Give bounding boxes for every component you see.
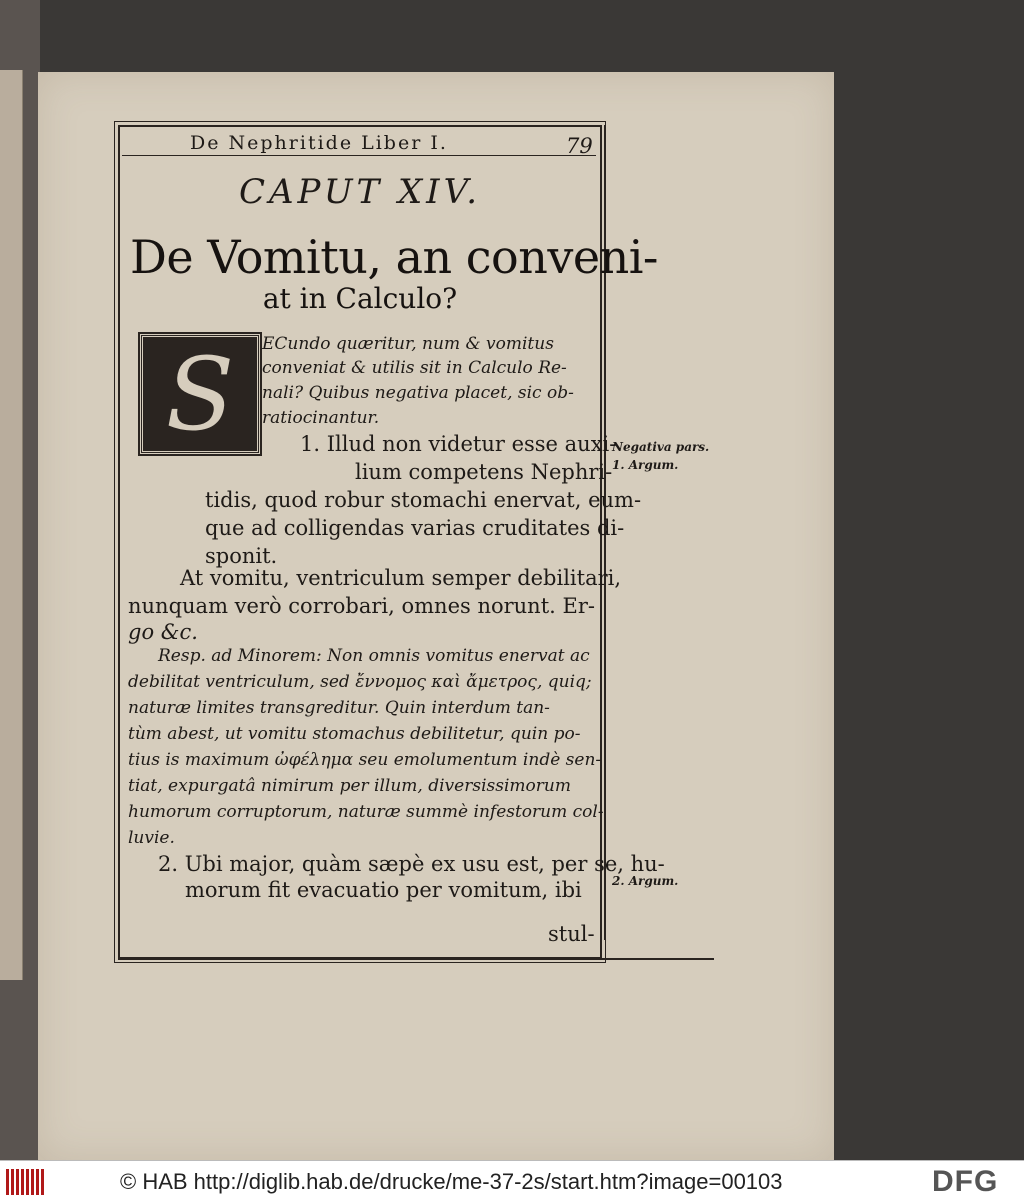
response-line: tius is maximum ὠφέλημα seu emolumentum indè sen-	[128, 750, 602, 770]
previous-page-edge	[0, 70, 23, 980]
argument-line: sponit.	[205, 544, 278, 568]
chapter-number: CAPUT XIV.	[238, 172, 482, 212]
footer-bar	[0, 1160, 1024, 1202]
margin-note: Negativa pars.	[612, 440, 710, 454]
chapter-title-line1: De Vomitu, an conveni-	[130, 230, 658, 284]
chapter-title-line2: at in Calculo?	[262, 282, 458, 315]
response-line: Resp. ad Minorem: Non omnis vomitus enervat ac	[158, 646, 590, 666]
header-rule	[122, 155, 596, 156]
decorated-initial: S	[140, 334, 260, 454]
argument-line: 1. Illud non videtur esse auxi-	[300, 432, 617, 456]
intro-line: ratiocinantur.	[262, 408, 380, 428]
minor-line: go &c.	[128, 620, 198, 644]
response-line: humorum corruptorum, naturæ summè infestorum col-	[128, 802, 604, 822]
margin-note: 1. Argum.	[612, 458, 679, 472]
response-line: luvie.	[128, 828, 175, 848]
dfg-logo: DFG	[932, 1165, 999, 1198]
response-line: tiat, expurgatâ nimirum per illum, diversissimorum	[128, 776, 571, 796]
response-line: tùm abest, ut vomitu stomachus debilitetur, quin po-	[128, 724, 581, 744]
catchword: stul-	[548, 922, 595, 946]
intro-line: conveniat & utilis sit in Calculo Re-	[262, 358, 567, 378]
response-line: naturæ limites transgreditur. Quin interdum tan-	[128, 698, 550, 718]
barcode-icon	[6, 1169, 44, 1195]
intro-line: ECundo quæritur, num & vomitus	[262, 334, 554, 354]
response-line: debilitat ventriculum, sed ἔννομος καὶ ἄμετρος, quiq;	[128, 672, 592, 692]
argument2-line: 2. Ubi major, quàm sæpè ex usu est, per se, hu-	[158, 852, 665, 876]
intro-line: nali? Quibus negativa placet, sic ob-	[262, 383, 574, 403]
argument-line: tidis, quod robur stomachi enervat, eum-	[205, 488, 642, 512]
argument-line: lium competens Nephri-	[355, 460, 613, 484]
minor-line: nunquam verò corrobari, omnes norunt. Er-	[128, 594, 595, 618]
bottom-rule	[118, 958, 714, 960]
argument-line: que ad colligendas varias cruditates di-	[205, 516, 625, 540]
running-head: De Nephritide Liber I.	[190, 132, 448, 154]
page-number: 79	[566, 134, 593, 158]
margin-note: 2. Argum.	[612, 874, 679, 888]
minor-line: At vomitu, ventriculum semper debilitari,	[180, 566, 622, 590]
footer-credit-link[interactable]: © HAB http://diglib.hab.de/drucke/me-37-2s/start.htm?image=00103	[120, 1169, 783, 1194]
argument2-line: morum fit evacuatio per vomitum, ibi	[185, 878, 582, 902]
